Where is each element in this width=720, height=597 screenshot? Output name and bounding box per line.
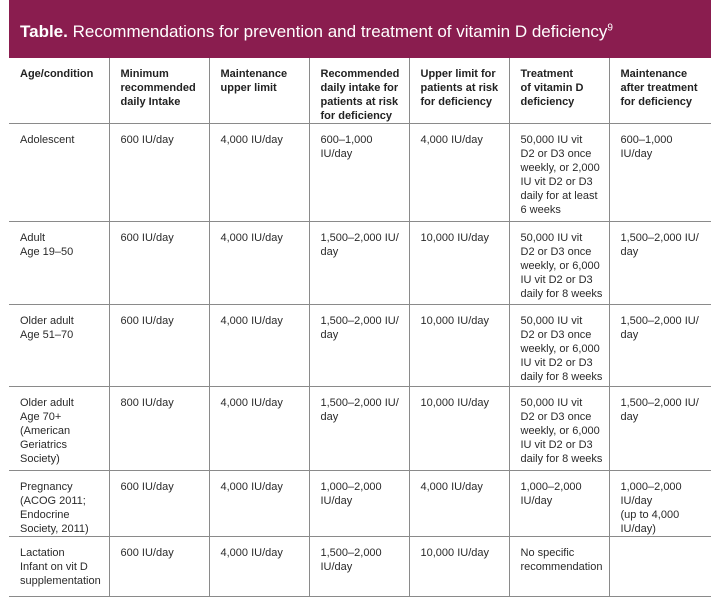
- cell-upper-limit-at-risk: [409, 305, 509, 387]
- cell-text-line: (up to 4,000 IU/day): [620, 509, 680, 535]
- cell-text-line: 600–1,000 IU/day: [320, 134, 373, 160]
- header-text-line: Maintenance: [620, 68, 688, 80]
- cell-age-condition: [9, 222, 109, 305]
- cell-maintenance-after-treatment: [609, 537, 711, 597]
- header-text-line: Upper limit for: [420, 68, 496, 80]
- header-text-line: daily Intake: [120, 96, 181, 108]
- cell-recommended-intake-at-risk: [309, 537, 409, 597]
- table-row: [9, 222, 711, 305]
- header-text-line: patients at risk: [420, 82, 499, 94]
- cell-text-line: 600 IU/day: [120, 481, 174, 493]
- cell-text-line: Society, 2011): [20, 523, 89, 535]
- cell-text-line: IU vit D2 or D3: [520, 357, 593, 369]
- document-page: [9, 0, 711, 587]
- cell-text-line: 600–1,000 IU/day: [620, 134, 673, 160]
- cell-age-condition: [9, 537, 109, 597]
- cell-text-line: daily for 8 weeks: [520, 288, 603, 300]
- cell-text-line: day: [320, 246, 339, 258]
- cell-text-line: daily for at least: [520, 190, 598, 202]
- cell-text-line: day: [620, 411, 639, 423]
- cell-treatment: [509, 222, 609, 305]
- cell-age-condition: [9, 387, 109, 471]
- header-text-line: Age/condition: [20, 68, 94, 80]
- cell-maintenance-after-treatment: [609, 471, 711, 537]
- cell-text-line: D2 or D3 once: [520, 411, 592, 423]
- cell-maintenance-after-treatment: [609, 124, 711, 222]
- table-row: [9, 471, 711, 537]
- cell-upper-limit-at-risk: [409, 387, 509, 471]
- cell-text-line: 4,000 IU/day: [420, 481, 483, 493]
- table-row: [9, 124, 711, 222]
- cell-treatment: [509, 471, 609, 537]
- cell-text-line: 50,000 IU vit: [520, 315, 583, 327]
- cell-treatment: [509, 537, 609, 597]
- header-text-line: upper limit: [220, 82, 277, 94]
- column-header-treatment: [509, 58, 609, 124]
- header-text-line: for deficiency: [320, 110, 393, 122]
- cell-text-line: day: [620, 329, 639, 341]
- cell-text-line: 800 IU/day: [120, 397, 174, 409]
- cell-text-line: 10,000 IU/day: [420, 232, 489, 244]
- cell-upper-limit-at-risk: [409, 537, 509, 597]
- table-header-row: [9, 58, 711, 124]
- cell-maintenance-after-treatment: [609, 222, 711, 305]
- cell-recommended-intake-at-risk: [309, 387, 409, 471]
- cell-upper-limit-at-risk: [409, 471, 509, 537]
- column-header-upper-limit-at-risk: [409, 58, 509, 124]
- cell-text-line: weekly, or 6,000: [520, 260, 600, 272]
- cell-upper-limit-at-risk: [409, 222, 509, 305]
- recommendations-table: [9, 58, 711, 597]
- column-header-age-condition: [9, 58, 109, 124]
- cell-text-line: Older adult: [20, 397, 74, 409]
- cell-minimum-intake: [109, 387, 209, 471]
- cell-text-line: IU vit D2 or D3: [520, 439, 593, 451]
- table-row: [9, 305, 711, 387]
- table-row: [9, 537, 711, 597]
- cell-text-line: Society): [20, 453, 60, 465]
- cell-maintenance-upper-limit: [209, 471, 309, 537]
- cell-text-line: (American: [20, 425, 71, 437]
- header-text-line: Maintenance: [220, 68, 288, 80]
- table-title-bar: [9, 0, 711, 58]
- cell-text-line: 1,000–2,000 IU/day: [620, 481, 682, 507]
- cell-text-line: Adolescent: [20, 134, 75, 146]
- cell-minimum-intake: [109, 222, 209, 305]
- cell-maintenance-upper-limit: [209, 387, 309, 471]
- header-text-line: Recommended: [320, 68, 400, 80]
- cell-text-line: daily for 8 weeks: [520, 371, 603, 383]
- cell-text-line: 1,500–2,000 IU/: [320, 315, 399, 327]
- cell-text-line: 4,000 IU/day: [220, 315, 283, 327]
- column-header-recommended-intake-at-risk: [309, 58, 409, 124]
- cell-age-condition: [9, 124, 109, 222]
- cell-text-line: D2 or D3 once: [520, 329, 592, 341]
- cell-maintenance-upper-limit: [209, 124, 309, 222]
- cell-text-line: 10,000 IU/day: [420, 397, 489, 409]
- cell-text-line: Older adult: [20, 315, 74, 327]
- cell-text-line: 1,000–2,000 IU/day: [520, 481, 582, 507]
- cell-text-line: 4,000 IU/day: [220, 481, 283, 493]
- cell-treatment: [509, 124, 609, 222]
- header-text-line: patients at risk: [320, 96, 399, 108]
- cell-recommended-intake-at-risk: [309, 124, 409, 222]
- cell-text-line: 1,500–2,000 IU/: [620, 315, 699, 327]
- cell-text-line: supplementation: [20, 575, 101, 587]
- cell-maintenance-after-treatment: [609, 387, 711, 471]
- cell-text-line: weekly, or 2,000: [520, 162, 600, 174]
- cell-text-line: (ACOG 2011;: [20, 495, 86, 507]
- cell-text-line: D2 or D3 once: [520, 246, 592, 258]
- cell-text-line: day: [320, 329, 339, 341]
- cell-minimum-intake: [109, 537, 209, 597]
- cell-upper-limit-at-risk: [409, 124, 509, 222]
- cell-text-line: weekly, or 6,000: [520, 343, 600, 355]
- cell-minimum-intake: [109, 471, 209, 537]
- cell-maintenance-upper-limit: [209, 222, 309, 305]
- cell-text-line: day: [620, 246, 639, 258]
- cell-text-line: Age 51–70: [20, 329, 74, 341]
- table-title-lead: Table.: [20, 22, 68, 41]
- cell-text-line: 600 IU/day: [120, 315, 174, 327]
- cell-text-line: Geriatrics: [20, 439, 68, 451]
- header-text-line: recommended: [120, 82, 196, 94]
- cell-text-line: Pregnancy: [20, 481, 73, 493]
- header-text-line: deficiency: [520, 96, 575, 108]
- cell-text-line: 10,000 IU/day: [420, 315, 489, 327]
- cell-text-line: 10,000 IU/day: [420, 547, 489, 559]
- header-text-line: after treatment: [620, 82, 698, 94]
- cell-text-line: 4,000 IU/day: [220, 397, 283, 409]
- cell-text-line: recommendation: [520, 561, 603, 573]
- header-text-line: daily intake for: [320, 82, 399, 94]
- cell-text-line: 4,000 IU/day: [220, 232, 283, 244]
- cell-minimum-intake: [109, 124, 209, 222]
- cell-text-line: 4,000 IU/day: [420, 134, 483, 146]
- column-header-maintenance-after-treatment: [609, 58, 711, 124]
- cell-text-line: Adult: [20, 232, 46, 244]
- cell-text-line: weekly, or 6,000: [520, 425, 600, 437]
- cell-treatment: [509, 387, 609, 471]
- cell-text-line: 600 IU/day: [120, 232, 174, 244]
- cell-text-line: Infant on vit D: [20, 561, 88, 573]
- cell-age-condition: [9, 305, 109, 387]
- header-text-line: for deficiency: [420, 96, 493, 108]
- cell-text-line: 4,000 IU/day: [220, 547, 283, 559]
- cell-text-line: 50,000 IU vit: [520, 397, 583, 409]
- cell-age-condition: [9, 471, 109, 537]
- cell-recommended-intake-at-risk: [309, 471, 409, 537]
- cell-maintenance-upper-limit: [209, 305, 309, 387]
- cell-maintenance-upper-limit: [209, 537, 309, 597]
- cell-text-line: day: [320, 411, 339, 423]
- table-body: [9, 124, 711, 597]
- cell-text-line: Age 19–50: [20, 246, 74, 258]
- cell-text-line: 600 IU/day: [120, 547, 174, 559]
- cell-text-line: 1,000–2,000 IU/day: [320, 481, 382, 507]
- cell-text-line: 1,500–2,000 IU/: [620, 232, 699, 244]
- cell-text-line: 600 IU/day: [120, 134, 174, 146]
- cell-text-line: 50,000 IU vit: [520, 232, 583, 244]
- cell-text-line: Lactation: [20, 547, 65, 559]
- cell-text-line: No specific: [520, 547, 575, 559]
- table-title-reference: 9: [607, 22, 613, 34]
- cell-maintenance-after-treatment: [609, 305, 711, 387]
- cell-text-line: IU vit D2 or D3: [520, 176, 593, 188]
- cell-text-line: 1,500–2,000 IU/day: [320, 547, 382, 573]
- table-row: [9, 387, 711, 471]
- cell-treatment: [509, 305, 609, 387]
- header-text-line: Treatment: [520, 68, 574, 80]
- header-text-line: of vitamin D: [520, 82, 584, 94]
- cell-text-line: daily for 8 weeks: [520, 453, 603, 465]
- cell-text-line: 1,500–2,000 IU/: [320, 232, 399, 244]
- cell-recommended-intake-at-risk: [309, 305, 409, 387]
- cell-text-line: 1,500–2,000 IU/: [320, 397, 399, 409]
- column-header-minimum-intake: [109, 58, 209, 124]
- cell-minimum-intake: [109, 305, 209, 387]
- column-header-maintenance-upper-limit: [209, 58, 309, 124]
- table-title-text: Recommendations for prevention and treatment of vitamin D deficiency: [67, 22, 608, 41]
- cell-text-line: Age 70+: [20, 411, 62, 423]
- cell-text-line: 1,500–2,000 IU/: [620, 397, 699, 409]
- cell-text-line: Endocrine: [20, 509, 70, 521]
- cell-recommended-intake-at-risk: [309, 222, 409, 305]
- cell-text-line: 50,000 IU vit: [520, 134, 583, 146]
- cell-text-line: IU vit D2 or D3: [520, 274, 593, 286]
- cell-text-line: 4,000 IU/day: [220, 134, 283, 146]
- cell-text-line: 6 weeks: [520, 204, 561, 216]
- header-text-line: for deficiency: [620, 96, 693, 108]
- cell-text-line: D2 or D3 once: [520, 148, 592, 160]
- header-text-line: Minimum: [120, 68, 169, 80]
